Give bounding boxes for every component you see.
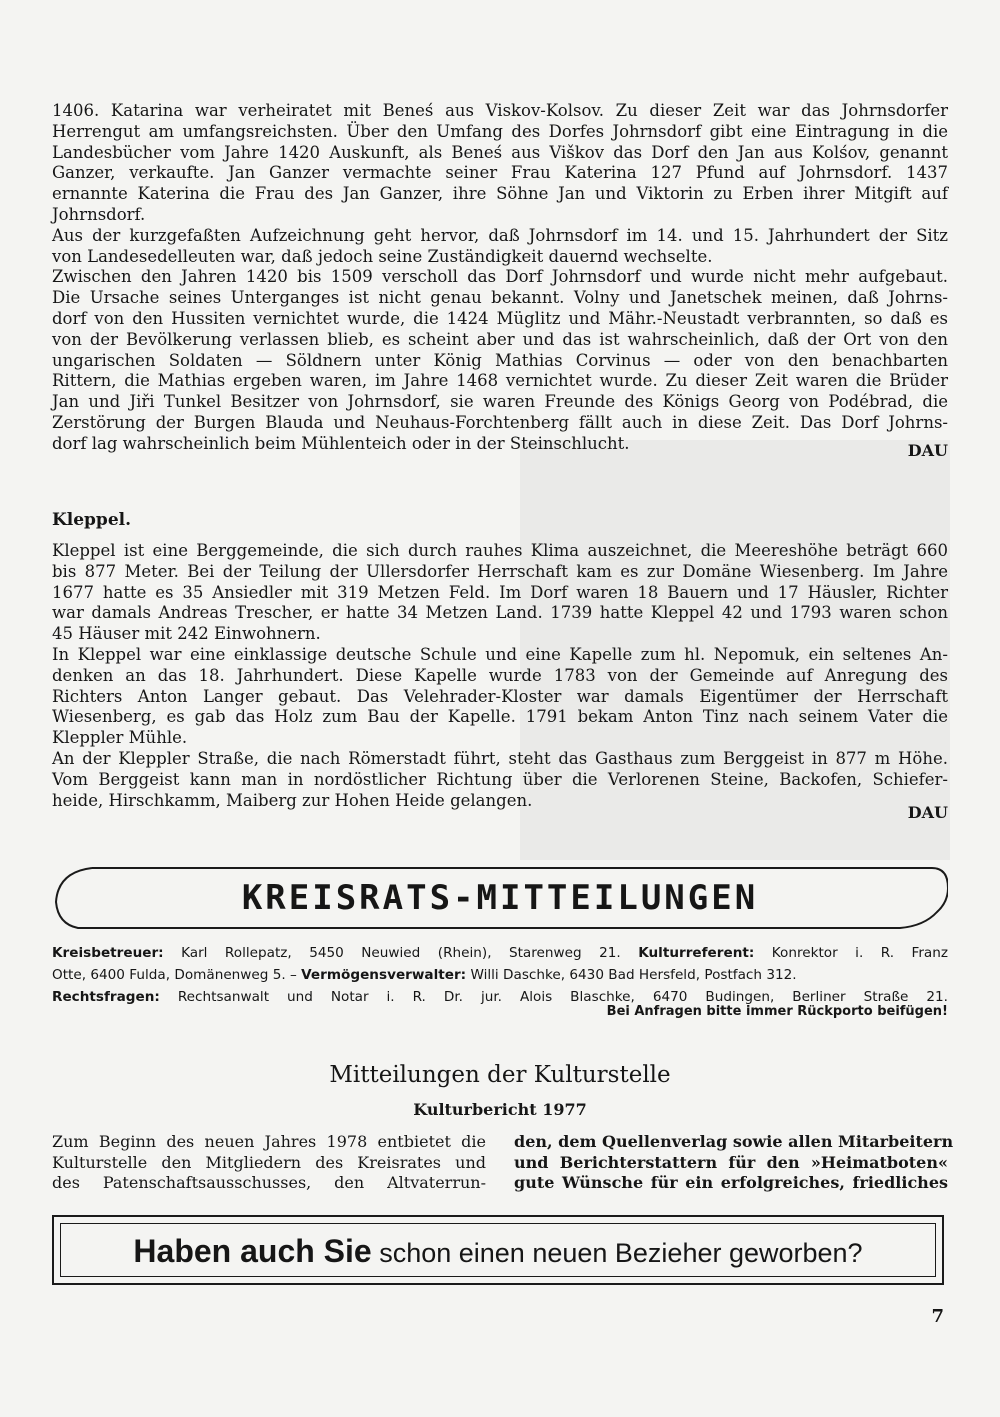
contacts-line (52, 942, 948, 964)
text-line: Zwischen den Jahren 1420 bis 1509 verscholl das Dorf Johrnsdorf und wurde nicht mehr aufgebaut. (52, 267, 948, 287)
text-line: Johrnsdorf. (52, 204, 146, 224)
text-line: An der Kleppler Straße, die nach Römerstadt führt, steht das Gasthaus zum Berggeist in 877 m Höhe. (52, 748, 948, 768)
text-vermoegensverwalter: Willi Daschke, 6430 Bad Hersfeld, Postfach 312. (466, 967, 797, 983)
text-line: heide, Hirschkamm, Maiberg zur Hohen Heide gelangen. (52, 790, 533, 810)
kreisrats-banner (52, 866, 948, 930)
article-johrnsdorf-text (52, 101, 948, 455)
text-kulturreferent: Konrektor i. R. Franz (754, 945, 948, 961)
bezieher-ad-inner (60, 1223, 936, 1277)
text-line: Zum Beginn des neuen Jahres 1978 entbietet die (52, 1132, 486, 1151)
label-rechtsfragen: Rechtsfragen: (52, 989, 160, 1005)
text-line: Richters Anton Langer gebaut. Das Velehrader-Kloster war damals Eigentümer der Herrschaft (52, 686, 948, 706)
text-otte: Otte, 6400 Fulda, Domänenweg 5. – (52, 967, 302, 983)
text-line: Kleppler Mühle. (52, 728, 188, 748)
page-number: 7 (931, 1306, 944, 1327)
text-line: dorf von den Hussiten vernichtet wurde, die 1424 Müglitz und Mähr.-Neustadt verbrannten, so daß es (52, 308, 948, 328)
text-line: Landesbücher vom Jahre 1420 Auskunft, als Beneś aus Viškov das Dorf den Jan aus Kolśov, genannt (52, 142, 948, 162)
article-johrnsdorf-signature: DAU (907, 441, 948, 460)
text-line: dorf lag wahrscheinlich beim Mühlenteich oder in der Steinschlucht. (52, 433, 630, 453)
text-line: Herrengut am umfangsreichsten. Über den Umfang des Dorfes Johrnsdorf gibt eine Eintragung in die (52, 121, 948, 141)
contacts-block (52, 942, 948, 1008)
kulturstelle-right-column (514, 1132, 954, 1194)
kulturstelle-subtitle: Kulturbericht 1977 (413, 1100, 587, 1119)
text-line: von Landesedelleuten war, daß jedoch seine Zuständigkeit dauernd wechselte. (52, 246, 713, 266)
label-kreisbetreuer: Kreisbetreuer: (52, 945, 164, 961)
text-line: Vom Berggeist kann man in nordöstlicher Richtung über die Verlorenen Steine, Backofen, Schiefer- (52, 769, 948, 789)
text-line: gute Wünsche für ein erfolgreiches, friedliches (514, 1173, 948, 1192)
article-kleppel-signature: DAU (907, 803, 948, 822)
text-line: Aus der kurzgefaßten Aufzeichnung geht hervor, daß Johrnsdorf im 14. und 15. Jahrhundert der Sitz (52, 225, 948, 245)
ad-rest-text: schon einen neuen Bezieher geworben? (371, 1238, 863, 1268)
contacts-line (52, 964, 948, 986)
bezieher-ad-box (52, 1215, 944, 1285)
text-line: Kulturstelle den Mitgliedern des Kreisrates und (52, 1152, 486, 1172)
text-line: ungarischen Soldaten — Söldnern unter König Mathias Corvinus — oder von den benachbarten (52, 350, 948, 370)
text-line: 1677 hatte es 35 Ansiedler mit 319 Metzen Feld. Im Dorf waren 18 Bauern und 17 Häusler, Richter (52, 582, 948, 602)
ad-strong-text: Haben auch Sie (133, 1233, 372, 1269)
label-vermoegensverwalter: Vermögensverwalter: (301, 967, 467, 983)
rueckporto-notice: Bei Anfragen bitte immer Rückporto beifügen! (606, 1004, 948, 1019)
text-rechtsfragen: Rechtsanwalt und Notar i. R. Dr. jur. Alois Blaschke, 6470 Budingen, Berliner Straße 21. (159, 989, 948, 1005)
text-line: Zerstörung der Burgen Blauda und Neuhaus-Forchtenberg fällt auch in diese Zeit. Das Dorf Johrns- (52, 412, 948, 432)
text-line: ernannte Katerina die Frau des Jan Ganzer, ihre Söhne Jan und Viktorin zu Erben ihrer Mitgift auf (52, 184, 948, 204)
text-line: Kleppel ist eine Berggemeinde, die sich durch rauhes Klima auszeichnet, die Meereshöhe beträgt 660 (52, 541, 948, 560)
text-line: denken an das 18. Jahrhundert. Diese Kapelle wurde 1783 von der Gemeinde auf Anregung des (52, 665, 948, 685)
text-line: und Berichterstattern für den »Heimatboten« (514, 1152, 948, 1172)
text-line: In Kleppel war eine einklassige deutsche Schule und eine Kapelle zum hl. Nepomuk, ein seltenes An- (52, 644, 948, 664)
text-line: Jan und Jiři Tunkel Besitzer von Johrnsdorf, sie waren Freunde des Königs Georg von Podébrad, die (52, 392, 948, 412)
text-line: Wiesenberg, es gab das Holz zum Bau der Kapelle. 1791 bekam Anton Tinz nach seinem Vater die (52, 707, 948, 727)
text-line: Die Ursache seines Unterganges ist nicht genau bekannt. Volny und Janetschek meinen, daß Johrns- (52, 288, 948, 308)
text-line: des Patenschaftsausschusses, den Altvaterrun- (52, 1173, 486, 1192)
text-line: 45 Häuser mit 242 Einwohnern. (52, 624, 321, 644)
label-kulturreferent: Kulturreferent: (638, 945, 755, 961)
text-line: Ganzer, verkaufte. Jan Ganzer vermachte seiner Frau Katerina 127 Pfund auf Johrnsdorf. 1437 (52, 163, 948, 183)
text-line: Rittern, die Mathias ergeben waren, im Jahre 1468 vernichtet wurde. Zu dieser Zeit waren die Brüder (52, 371, 948, 391)
article-johrnsdorf (52, 101, 948, 455)
kulturstelle-title: Mitteilungen der Kulturstelle (329, 1062, 671, 1088)
text-line: 1406. Katarina war verheiratet mit Beneś aus Viskov-Kolsov. Zu dieser Zeit war das Johrnsdorfer (52, 101, 948, 120)
text-kreisbetreuer: Karl Rollepatz, 5450 Neuwied (Rhein), Starenweg 21. (163, 945, 639, 961)
article-kleppel (52, 541, 948, 811)
article-kleppel-text (52, 541, 948, 811)
text-line: bis 877 Meter. Bei der Teilung der Ullersdorfer Herrschaft kam es zur Domäne Wiesenberg. Im Jahre (52, 561, 948, 581)
text-line: war damals Andreas Trescher, er hatte 34 Metzen Land. 1739 hatte Kleppel 42 und 1793 waren schon (52, 603, 948, 623)
kulturstelle-left-column (52, 1132, 486, 1194)
banner-title: KREISRATS-MITTEILUNGEN (241, 878, 759, 918)
text-line: von der Bevölkerung verlassen blieb, es scheint aber und das ist wahrscheinlich, daß der Ort von den (52, 329, 948, 349)
text-line: den, dem Quellenverlag sowie allen Mitarbeitern (514, 1132, 954, 1151)
article-kleppel-heading: Kleppel. (52, 510, 132, 530)
